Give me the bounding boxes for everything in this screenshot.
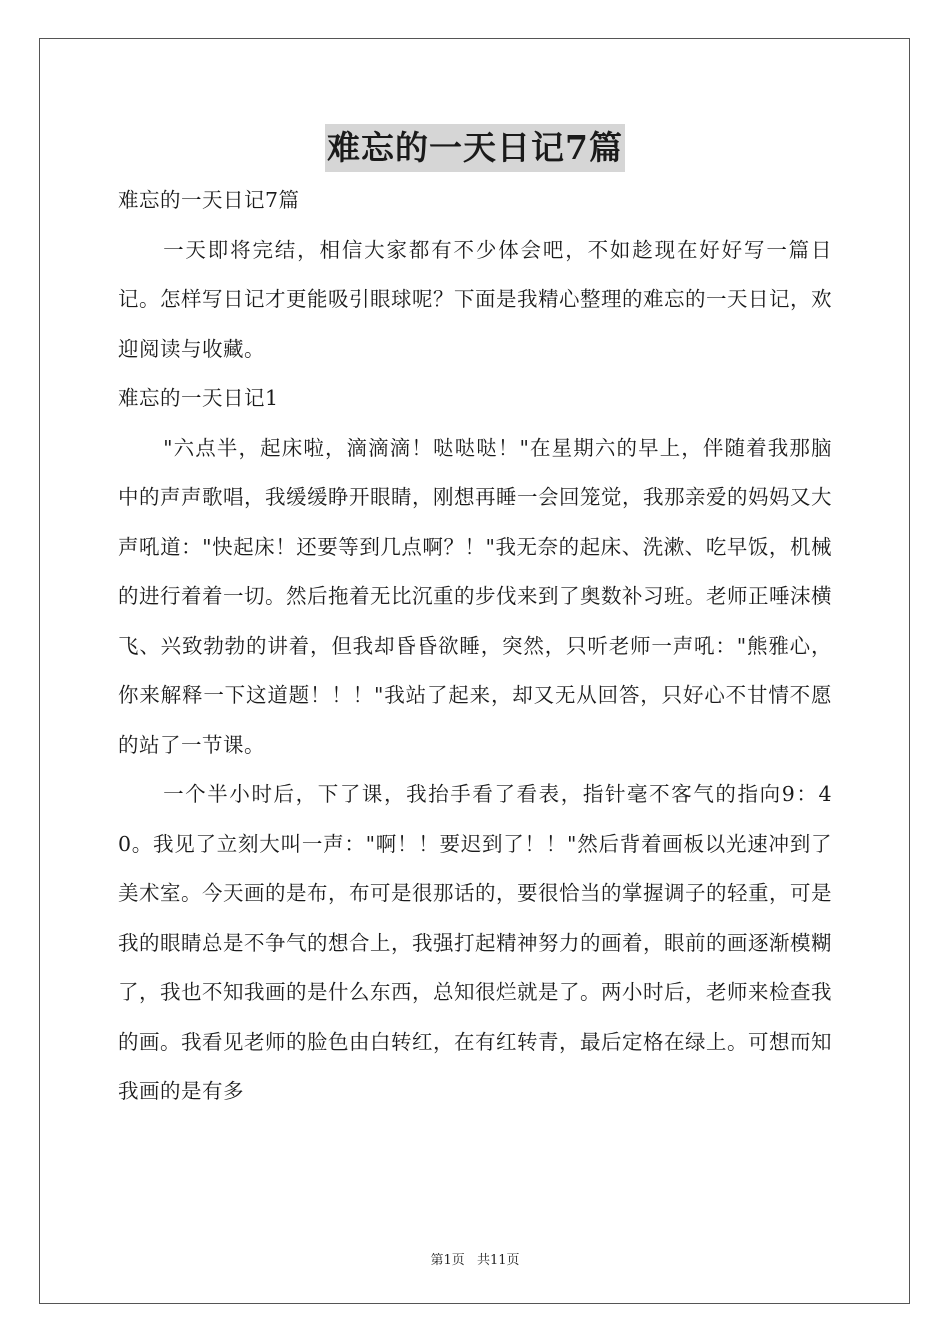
page-footer [0,1249,950,1268]
body-paragraph-1: "六点半，起床啦，滴滴滴！哒哒哒！"在星期六的早上，伴随着我那脑中的声声歌唱，我缓缓睁开眼睛，刚想再睡一会回笼觉，我那亲爱的妈妈又大声吼道："快起床！还要等到几点啊？！"我无奈的起床、洗漱、吃早饭，机械的进行着着一切。然后拖着无比沉重的步伐来到了奥数补习班。老师正唾沫横飞、兴致勃勃的讲着，但我却昏昏欲睡，突然，只听老师一声吼："熊雅心，你来解释一下这道题！！！"我站了起来，却又无从回答，只好心不甘情不愿的站了一节课。 [118,435,832,757]
section-heading-1: 难忘的一天日记1 [118,386,279,410]
intro-paragraph: 一天即将完结，相信大家都有不少体会吧，不如趁现在好好写一篇日记。怎样写日记才更能吸引眼球呢？下面是我精心整理的难忘的一天日记，欢迎阅读与收藏。 [118,237,832,361]
document-body [118,176,832,1117]
page-number: 第1页 [430,1253,465,1268]
document-title-text: 难忘的一天日记7篇 [325,124,625,172]
body-paragraph-2: 一个半小时后，下了课，我抬手看了看表，指针毫不客气的指向9：40。我见了立刻大叫一声："啊！！要迟到了！！"然后背着画板以光速冲到了美术室。今天画的是布，布可是很那话的，要很恰当的掌握调子的轻重，可是我的眼睛总是不争气的想合上，我强打起精神努力的画着，眼前的画逐渐模糊了，我也不知我画的是什么东西，总知很烂就是了。两小时后，老师来检查我的画。我看见老师的脸色由白转红，在有红转青，最后定格在绿上。可想而知我画的是有多 [118,782,832,1103]
page-total: 共11页 [476,1253,520,1268]
subtitle-paragraph: 难忘的一天日记7篇 [118,188,300,212]
document-title [0,124,950,174]
